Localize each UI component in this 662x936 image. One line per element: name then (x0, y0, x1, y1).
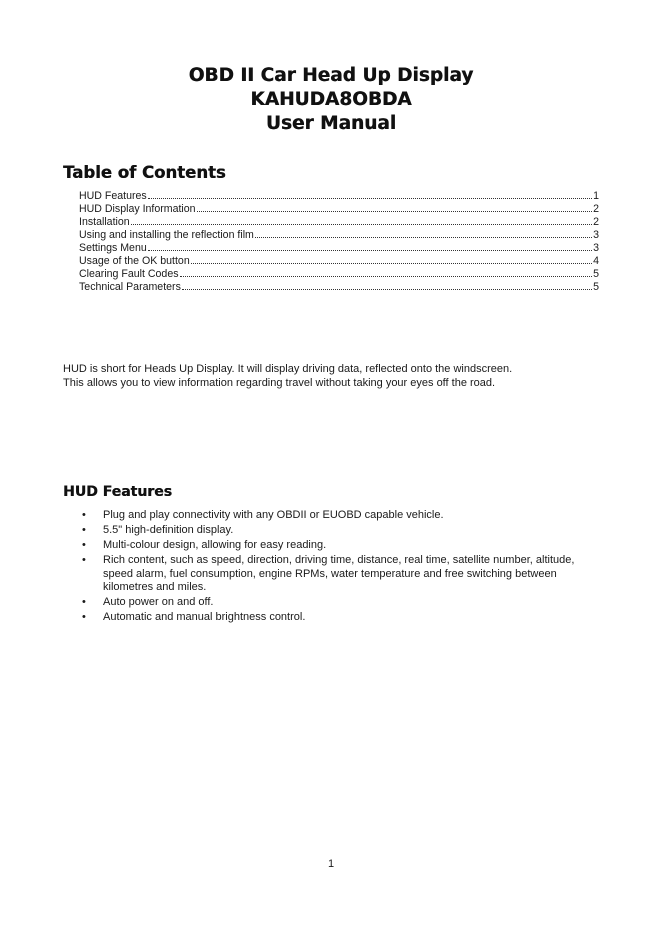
toc-entry-label: Clearing Fault Codes (79, 268, 179, 280)
feature-text: Plug and play connectivity with any OBDII or EUOBD capable vehicle. (103, 509, 444, 521)
toc-entry-label: Usage of the OK button (79, 255, 190, 267)
toc-entry[interactable] (79, 190, 599, 203)
toc-entry-label: Installation (79, 216, 130, 228)
feature-item (79, 611, 599, 625)
feature-text: Rich content, such as speed, direction, driving time, distance, real time, satellite number, altitude, speed alarm, fuel consumption, engine RPMs, water temperature and free switching between kilometres and miles. (103, 553, 575, 594)
toc-entry[interactable] (79, 216, 599, 229)
intro-paragraph (63, 362, 603, 390)
document-title (0, 64, 662, 136)
bullet-icon: • (82, 611, 86, 624)
toc-leader (197, 211, 593, 212)
toc-entry-page: 3 (593, 242, 599, 254)
bullet-icon: • (82, 553, 86, 566)
toc-entry-page: 2 (593, 203, 599, 215)
toc-leader (191, 263, 592, 264)
toc-entry[interactable] (79, 203, 599, 216)
toc-entry-page: 5 (593, 281, 599, 293)
toc-entry[interactable] (79, 242, 599, 255)
feature-item (79, 509, 599, 523)
toc-entry-label: Technical Parameters (79, 281, 181, 293)
toc-leader (148, 250, 592, 251)
toc-entry-page: 1 (593, 190, 599, 202)
feature-text: Multi-colour design, allowing for easy reading. (103, 538, 327, 551)
feature-text: Automatic and manual brightness control. (103, 611, 306, 624)
toc-leader (255, 237, 592, 238)
toc-entry-page: 2 (593, 216, 599, 228)
feature-item (79, 539, 599, 553)
toc-entry-label: Settings Menu (79, 242, 147, 254)
toc-entry-page: 4 (593, 255, 599, 267)
bullet-icon: • (82, 523, 86, 536)
title-product: OBD II Car Head Up Display (188, 65, 474, 86)
feature-item (79, 554, 599, 595)
feature-text: Auto power on and off. (103, 596, 214, 609)
toc-entry[interactable] (79, 281, 599, 294)
toc-entry[interactable] (79, 255, 599, 268)
toc-entry-page: 3 (593, 229, 599, 241)
toc-leader (148, 198, 592, 199)
table-of-contents (79, 190, 599, 294)
bullet-icon: • (82, 596, 86, 609)
toc-leader (180, 276, 593, 277)
toc-leader (182, 289, 592, 290)
intro-line: HUD is short for Heads Up Display. It will display driving data, reflected onto the windscreen. (63, 363, 513, 375)
features-heading: HUD Features (63, 484, 172, 500)
toc-entry-label: Using and installing the reflection film (79, 229, 254, 241)
feature-item (79, 524, 599, 538)
toc-entry[interactable] (79, 268, 599, 281)
page-number: 1 (327, 858, 335, 870)
toc-entry-label: HUD Features (79, 190, 147, 202)
intro-line: This allows you to view information regarding travel without taking your eyes off the road. (63, 377, 496, 389)
title-manual: User Manual (265, 113, 397, 134)
toc-heading: Table of Contents (63, 163, 226, 182)
toc-entry-page: 5 (593, 268, 599, 280)
toc-entry-label: HUD Display Information (79, 203, 196, 215)
feature-item (79, 596, 599, 610)
features-list (79, 509, 599, 626)
bullet-icon: • (82, 538, 86, 551)
bullet-icon: • (82, 509, 86, 521)
toc-leader (131, 224, 592, 225)
title-model: KAHUDA8OBDA (250, 89, 412, 110)
feature-text: 5.5" high-definition display. (103, 523, 234, 536)
toc-entry[interactable] (79, 229, 599, 242)
